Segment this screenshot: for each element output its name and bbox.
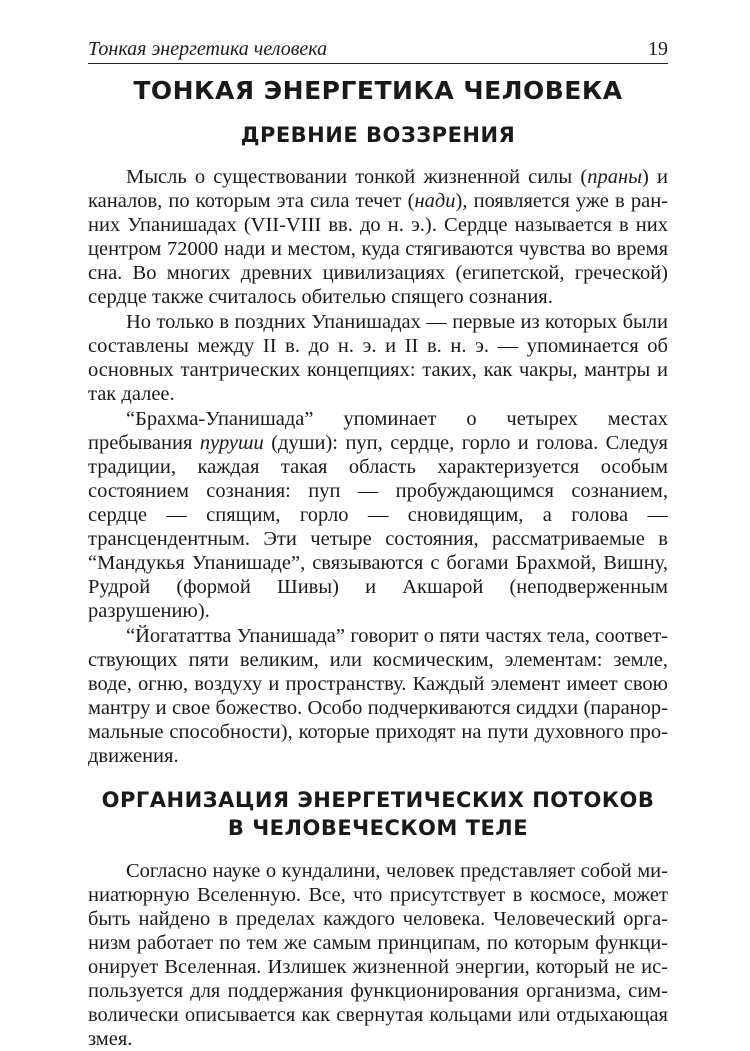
paragraph bbox=[88, 407, 668, 623]
section-title-line: ОРГАНИЗАЦИЯ ЭНЕРГЕТИЧЕСКИХ ПОТОКОВ bbox=[101, 788, 655, 812]
paragraph: “Йогататтва Упанишада” говорит о пяти частях тела, соответствующих пяти великим, или космическим, элементам: земле, воде, огню, воздуху и пространству. Каждый элемент имеет свою мантру и свое божество. Особо подчеркиваются сиддхи (паранормальные способности), которые приходят на пути духовного продвижения. bbox=[88, 625, 668, 767]
paragraph: Но только в поздних Упанишадах — первые из которых были составлены между II в. до н. э. и II в. н. э. — упоминается об основных тантрических концепциях: таких, как чакры, мантры и так далее. bbox=[88, 311, 668, 405]
emphasis-purusha: пуруши bbox=[199, 432, 264, 454]
chapter-title: ТОНКАЯ ЭНЕРГЕТИКА ЧЕЛОВЕКА bbox=[133, 76, 623, 105]
text-run: ) и каналов, по которым эта сила течет ( bbox=[88, 166, 668, 212]
running-head bbox=[88, 38, 668, 64]
running-title: Тонкая энергетика человека bbox=[88, 38, 328, 60]
header-rule bbox=[88, 63, 668, 64]
section-title-ancient-views: ДРЕВНИЕ ВОЗЗРЕНИЯ bbox=[240, 123, 516, 147]
text-run: ), появляется уже в ранних Упанишадах (VII-VIII вв. до н. э.). Сердце называется в них центром 72000 нади и местом, куда стягиваются чувства во время сна. Во многих древних цивилизациях (египетской, греческой) сердце также считалось обителью спящего сознания. bbox=[88, 190, 668, 308]
text-run: Мысль о существовании тонкой жизненной силы ( bbox=[126, 166, 588, 188]
page-content bbox=[88, 72, 668, 1051]
text-run: “Брахма-Упанишада” упоминает о четырех местах пребывания bbox=[88, 408, 668, 454]
paragraph: Согласно науке о кундалини, человек представляет собой миниатюрную Вселенную. Все, что присутствует в космосе, может быть найдено в пределах каждого человека. Человеческий организм работает по тем же самым принципам, по которым функционирует Вселенная. Излишек жизненной энергии, который не используется для поддержания функционирования организма, символически описывается как свернутая кольцами или отдыхающая змея. bbox=[88, 860, 668, 1050]
section-title-energy-flows bbox=[88, 786, 668, 842]
paragraph bbox=[88, 165, 668, 309]
section-title-line: В ЧЕЛОВЕЧЕСКОМ ТЕЛЕ bbox=[227, 816, 529, 840]
page-number: 19 bbox=[648, 38, 668, 60]
emphasis-prana: праны bbox=[587, 166, 642, 188]
text-run: (души): пуп, сердце, горло и голова. Следуя традиции, каждая такая область характеризуется особым состоянием сознания: пуп — пробуждающимся сознанием, сердце — спящим, горло — сновидящим, а голова — трансцендентным. Эти четыре состояния, рассматриваемые в “Мандукья Упанишаде”, связываются с богами Брахмой, Вишну, Рудрой (формой Шивы) и Акшарой (неподверженным разрушению). bbox=[88, 432, 668, 622]
emphasis-nadi: нади bbox=[414, 190, 456, 212]
